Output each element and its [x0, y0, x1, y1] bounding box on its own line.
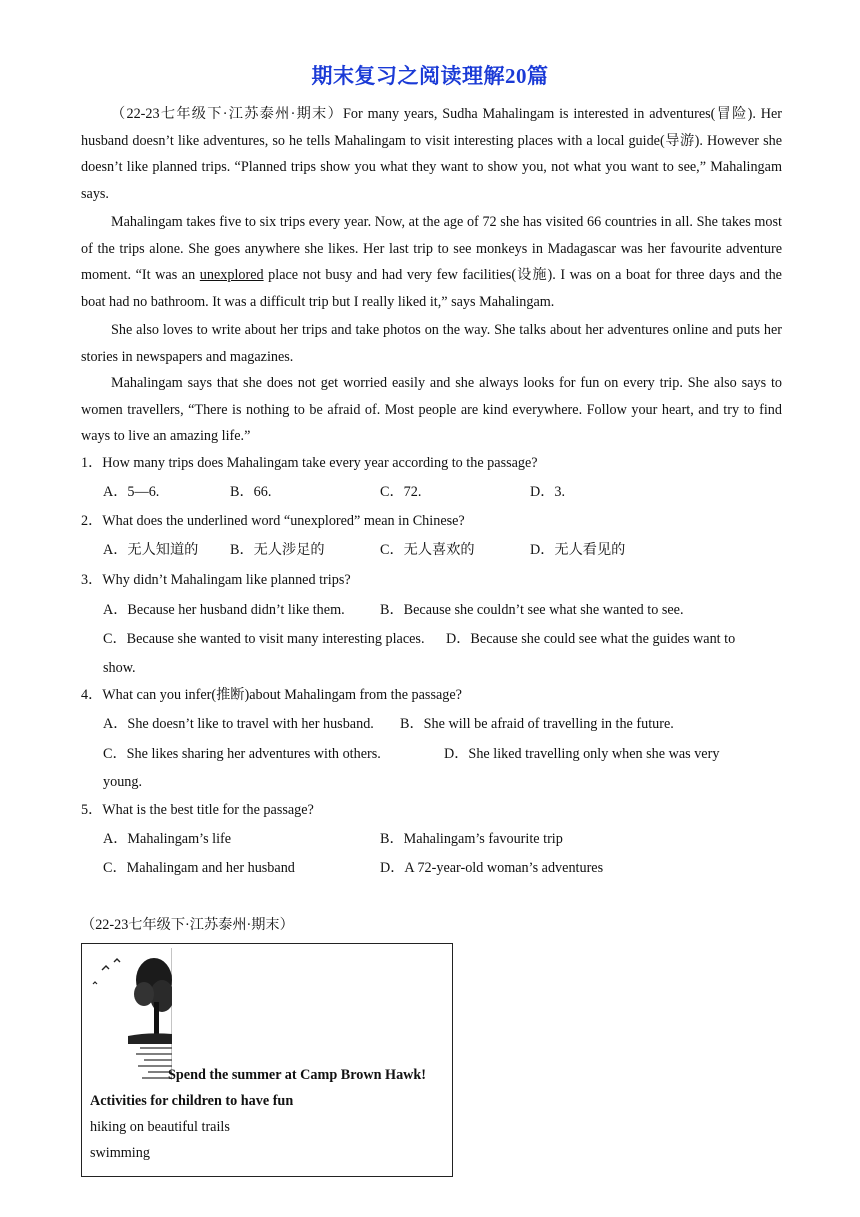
question-5: 5．What is the best title for the passage? — [81, 802, 314, 818]
q4-option-d-cont: young. — [103, 774, 143, 790]
underlined-word: unexplored — [199, 267, 264, 283]
q3-option-b: B．Because she couldn’t see what she wanted to see. — [380, 602, 684, 618]
passage1-paragraph-1: （22-23七年级下·江苏泰州·期末）For many years, Sudha Mahalingam is interested in adventures(冒险). Her husband doesn’t like adventures, so he tells Mahalingam to visit interesting places with a local guide(导游). However she doesn’t like planned trips. “Planned trips show you what they want to show you, not what you want to see,” Mahalingam says. — [81, 106, 782, 202]
q5-option-b: B．Mahalingam’s favourite trip — [380, 831, 563, 847]
passage1-paragraph-3: She also loves to write about her trips and take photos on the way. She talks about her adventures online and puts her stories in newspapers and magazines. — [81, 322, 782, 365]
page-title: 期末复习之阅读理解20篇 — [311, 64, 549, 88]
q3-option-d: D．Because she could see what the guides want to — [446, 631, 736, 647]
q1-option-d: D．3. — [530, 484, 566, 500]
advert-item-swimming: swimming — [90, 1145, 150, 1161]
q1-option-a: A．5—6. — [103, 484, 160, 500]
passage2-source: （22-23七年级下·江苏泰州·期末） — [81, 917, 294, 933]
q1-option-b: B．66. — [230, 484, 272, 500]
q3-option-c: C．Because she wanted to visit many interesting places. — [103, 631, 425, 647]
tree-illustration — [88, 948, 172, 1080]
passage1-source: （22-23七年级下·江苏泰州·期末） — [111, 106, 344, 122]
question-3: 3．Why didn’t Mahalingam like planned trips? — [81, 572, 351, 588]
q5-option-c: C．Mahalingam and her husband — [103, 860, 295, 876]
question-2: 2．What does the underlined word “unexplored” mean in Chinese? — [81, 513, 465, 529]
q2-option-b: B．无人涉足的 — [230, 542, 325, 558]
q4-option-b: B．She will be afraid of travelling in the future. — [400, 716, 674, 732]
q4-option-d: D．She liked travelling only when she was very — [444, 746, 720, 762]
passage1-paragraph-2: Mahalingam takes five to six trips every year. Now, at the age of 72 she has visited 66 countries in all. She takes most of the trips alone. She goes anywhere she likes. Her last trip to see monkeys in Madagascar was her favourite adventure moment. “It was an unexplored place not busy and had very few facilities(设施). I was on a boat for three days and the boat had no bathroom. It was a difficult trip but I really liked it,” says Mahalingam. — [81, 214, 782, 310]
passage1-paragraph-4: Mahalingam says that she does not get worried easily and she always looks for fun on every trip. She also says to women travellers, “There is nothing to be afraid of. Most people are kind everywhere. Follow your heart, and try to find ways to live an amazing life.” — [81, 375, 782, 444]
question-4: 4．What can you infer(推断)about Mahalingam from the passage? — [81, 687, 462, 703]
camp-advert-box — [81, 943, 453, 1177]
q3-option-d-cont: show. — [103, 660, 136, 676]
q2-option-a: A．无人知道的 — [103, 542, 199, 558]
question-1: 1．How many trips does Mahalingam take every year according to the passage? — [81, 455, 538, 471]
q5-option-a: A．Mahalingam’s life — [103, 831, 232, 847]
advert-subheading: Activities for children to have fun — [90, 1093, 294, 1109]
q2-option-d: D．无人看见的 — [530, 542, 626, 558]
advert-headline: Spend the summer at Camp Brown Hawk! — [168, 1067, 427, 1083]
q4-option-c: C．She likes sharing her adventures with others. — [103, 746, 381, 762]
q4-option-a: A．She doesn’t like to travel with her husband. — [103, 716, 374, 732]
q1-option-c: C．72. — [380, 484, 422, 500]
q3-option-a: A．Because her husband didn’t like them. — [103, 602, 345, 618]
q5-option-d: D．A 72-year-old woman’s adventures — [380, 860, 604, 876]
q2-option-c: C．无人喜欢的 — [380, 542, 475, 558]
advert-item-hiking: hiking on beautiful trails — [90, 1119, 230, 1135]
